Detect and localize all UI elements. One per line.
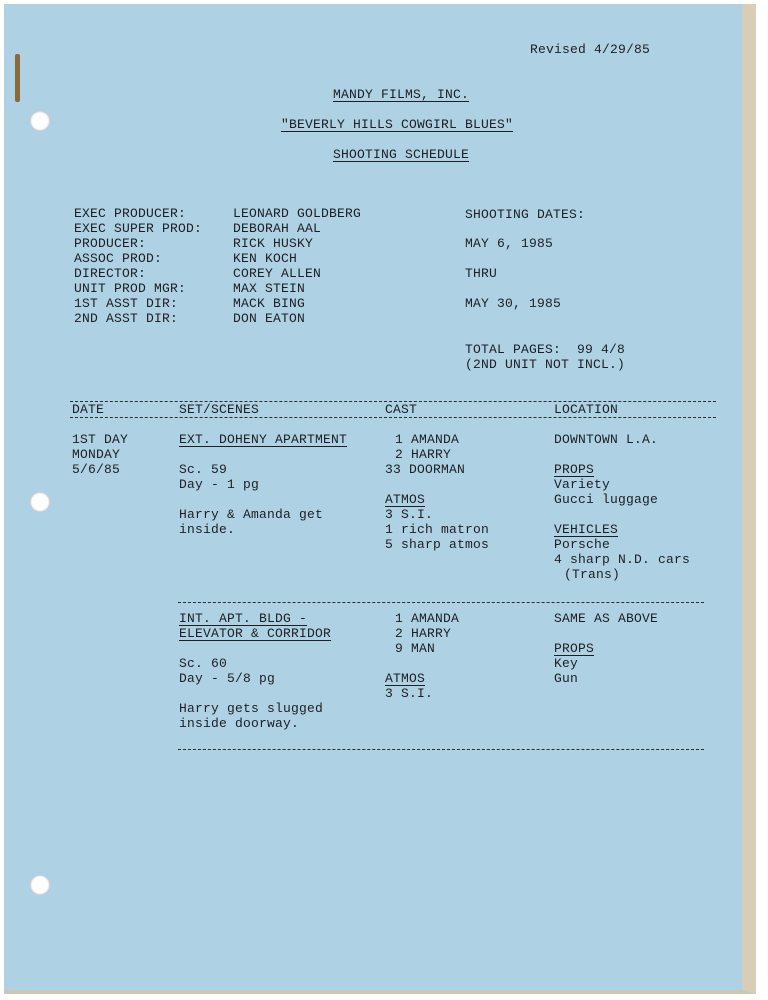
header-rule-bottom [70,417,716,418]
day-weekday: MONDAY [72,447,121,462]
schedule-page [4,4,756,994]
crew-name: MAX STEIN [233,281,306,296]
scene-separator [178,749,704,750]
props-label: PROPS [554,462,595,477]
crew-role: 1ST ASST DIR: [74,296,179,311]
crew-role: 2ND ASST DIR: [74,311,179,326]
column-date: DATE [72,402,105,417]
crew-role: DIRECTOR: [74,266,147,281]
start-date: MAY 6, 1985 [465,236,554,251]
end-date: MAY 30, 1985 [465,296,562,311]
scene-number: Sc. 59 [179,462,228,477]
crew-name: COREY ALLEN [233,266,322,281]
day-date: 5/6/85 [72,462,121,477]
location-name: SAME AS ABOVE [554,611,659,626]
crew-name: MACK BING [233,296,306,311]
thru-label: THRU [465,266,498,281]
crew-name: DEBORAH AAL [233,221,322,236]
prop-item: Key [554,656,579,671]
atmos-item: 3 S.I. [385,507,434,522]
scene-description: inside doorway. [179,716,300,731]
scene-time: Day - 1 pg [179,477,260,492]
prop-item: Variety [554,477,611,492]
punch-hole [30,111,50,131]
cast-member: 1 AMANDA [395,432,460,447]
crew-role: EXEC SUPER PROD: [74,221,203,236]
prop-item: Gun [554,671,579,686]
shooting-dates-label: SHOOTING DATES: [465,207,586,222]
scene-description: Harry gets slugged [179,701,324,716]
day-label: 1ST DAY [72,432,129,447]
scene-time: Day - 5/8 pg [179,671,276,686]
crew-name: LEONARD GOLDBERG [233,206,362,221]
atmos-item: 1 rich matron [385,522,490,537]
punch-hole [30,492,50,512]
scene-description: Harry & Amanda get [179,507,324,522]
prop-item: Gucci luggage [554,492,659,507]
cast-member: 33 DOORMAN [385,462,466,477]
vehicle-item: Porsche [554,537,611,552]
scene-separator [178,602,704,603]
column-set-scenes: SET/SCENES [179,402,260,417]
column-cast: CAST [385,402,418,417]
props-label: PROPS [554,641,595,656]
crew-role: EXEC PRODUCER: [74,206,187,221]
document-type: SHOOTING SCHEDULE [333,147,470,162]
vehicles-label: VEHICLES [554,522,619,537]
set-name: INT. APT. BLDG - [179,611,308,626]
scene-description: inside. [179,522,236,537]
vehicle-item: 4 sharp N.D. cars [554,552,691,567]
crew-role: UNIT PROD MGR: [74,281,187,296]
crew-name: KEN KOCH [233,251,298,266]
punch-hole [30,875,50,895]
crew-name: RICK HUSKY [233,236,314,251]
crew-role: ASSOC PROD: [74,251,163,266]
second-unit-note: (2ND UNIT NOT INCL.) [465,357,626,372]
set-name: ELEVATOR & CORRIDOR [179,626,332,641]
cast-member: 2 HARRY [395,626,452,641]
crew-role: PRODUCER: [74,236,147,251]
revised-date: Revised 4/29/85 [530,42,651,57]
atmos-item: 3 S.I. [385,686,434,701]
location-name: DOWNTOWN L.A. [554,432,659,447]
set-name: EXT. DOHENY APARTMENT [179,432,348,447]
crew-name: DON EATON [233,311,306,326]
staple [15,54,20,102]
vehicle-item: (Trans) [564,567,621,582]
cast-member: 9 MAN [395,641,436,656]
atmos-item: 5 sharp atmos [385,537,490,552]
total-pages: TOTAL PAGES: 99 4/8 [465,342,626,357]
atmos-label: ATMOS [385,671,426,686]
company-name: MANDY FILMS, INC. [333,87,470,102]
atmos-label: ATMOS [385,492,426,507]
cast-member: 1 AMANDA [395,611,460,626]
cast-member: 2 HARRY [395,447,452,462]
column-location: LOCATION [554,402,619,417]
scene-number: Sc. 60 [179,656,228,671]
production-title: "BEVERLY HILLS COWGIRL BLUES" [281,117,514,132]
